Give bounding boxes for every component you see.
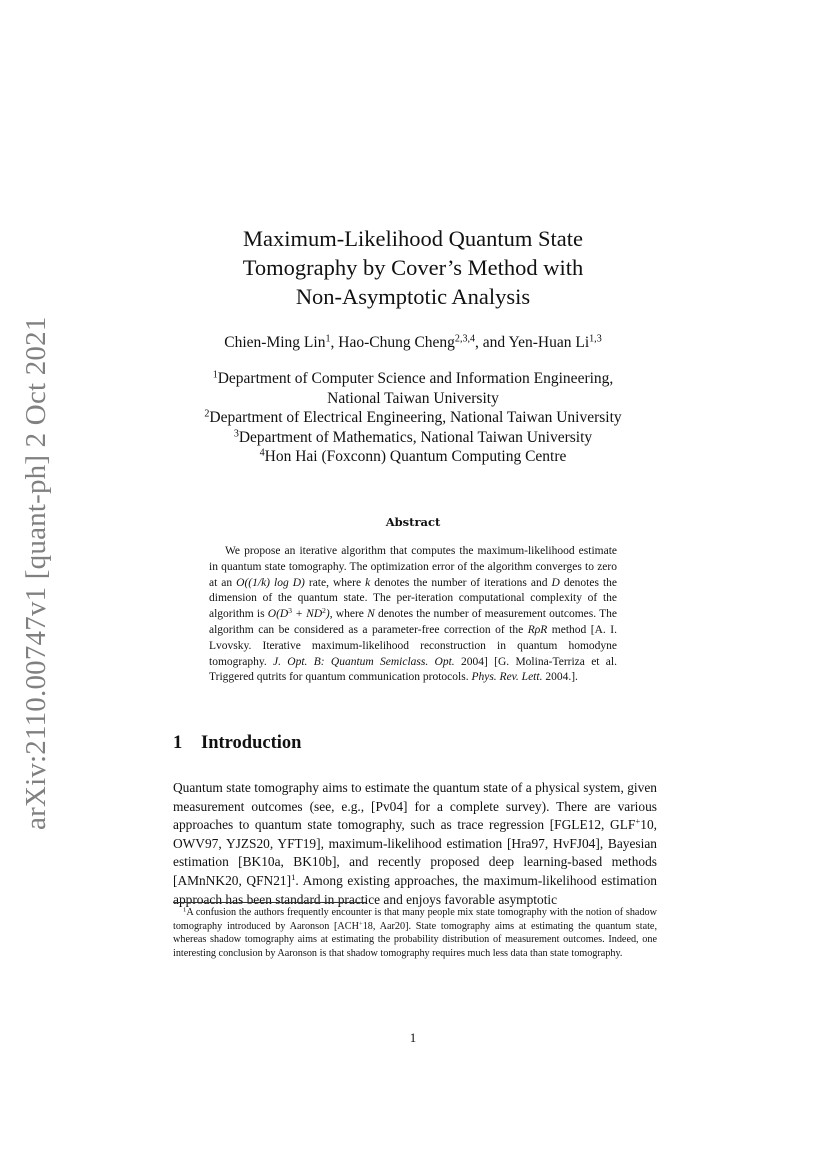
abstract-text: method [A. I. Lvovsky. Iterative maximum-likelihood reconstruction in quantum homodyne tomography. [209,623,617,668]
affiliation [0,447,826,467]
intro-paragraph [173,779,657,909]
math: RρR [527,623,548,636]
affiliation-text: Department of Computer Science and Information Engineering, [217,370,614,387]
abstract-text: 2004.]. [542,671,578,684]
abstract-text: denotes the dimension of the quantum state. The per-iteration computational complexity of the algorithm is [209,576,617,621]
body-text: . Among existing approaches, the maximum-likelihood estimation approach has been standard in practice and enjoys favorable asymptotic [173,872,657,907]
title-line: Non-Asymptotic Analysis [295,284,531,309]
math: O(D [267,608,289,621]
affiliation-text: National Taiwan University [327,389,499,407]
citation-superscript: + [358,919,363,927]
arxiv-identifier-stamp: arXiv:2110.00747v1 [quant-ph] 2 Oct 2021 [20,316,52,830]
footnote-rule [173,902,367,903]
affiliation-mark: 1 [212,369,218,381]
author-name: Hao-Chung Cheng [338,334,455,351]
title-line: Tomography by Cover’s Method with [242,255,584,280]
math: D [551,576,560,589]
section-number: 1 [173,733,183,753]
affiliation-text: Department of Electrical Engineering, National Taiwan University [209,409,622,426]
affiliation [0,408,826,428]
citation-superscript: + [635,816,641,827]
affiliation-text: Hon Hai (Foxconn) Quantum Computing Centre [264,448,567,465]
math-exponent: 2 [322,606,326,616]
abstract-body [209,544,617,686]
title-line: Maximum-Likelihood Quantum State [243,226,583,251]
journal-name: J. Opt. B: Quantum Semiclass. Opt. [273,655,455,668]
footnote-text: 18, Aar20]. State tomography aims at estimating the quantum state, whereas shadow tomography aims at estimating the probability distribution of measurement outcomes. Indeed, one interesting conclusion by Aaronson is that shadow tomography requires much less data than state tomography. [173,920,657,959]
math: O((1/k) log D) [236,576,305,589]
footnote-text: A confusion the authors frequently encounter is that many people mix state tomography with the notion of shadow tomography introduced by Aaronson [ACH [173,907,657,932]
footnote-marker: 1 [291,872,296,883]
author-affiliation-mark: 1 [325,333,331,345]
abstract-text: 2004] [G. Molina-Terriza et al. Triggered qutrits for quantum communication protocols. [209,655,617,684]
math: k [365,576,371,589]
affiliation-text: Department of Mathematics, National Taiwan University [238,428,593,446]
affiliation-mark: 2 [204,408,210,420]
affiliation-list [0,369,826,467]
author-affiliation-mark: 2,3,4 [454,333,476,345]
author-name: Chien-Ming Lin [224,334,326,351]
affiliation-mark: 4 [259,447,265,459]
abstract-text: , where [329,608,368,621]
section-title: Introduction [201,733,302,753]
page-number: 1 [409,1030,417,1045]
section-heading [173,733,301,754]
footnote-mark: 1 [183,906,187,914]
abstract-heading: Abstract [385,515,441,529]
math-exponent: 3 [288,606,292,616]
author-name: Yen-Huan Li [508,334,590,351]
paper-title [0,224,826,311]
author-list [0,334,826,352]
author-separator: , [330,334,339,351]
affiliation [0,369,826,389]
author-separator: , and [475,334,509,351]
footnote [173,906,657,960]
affiliation-mark: 3 [233,427,239,439]
math: + ND [291,608,323,621]
body-text: 10, OWV97, YJZS20, YFT19], maximum-likelihood estimation [Hra97, HvFJ04], Bayesian estimation [BK10a, BK10b], and recently proposed deep learning-based methods [AMnNK20, QFN21] [173,817,657,888]
body-text: Quantum state tomography aims to estimate the quantum state of a physical system, given measurement outcomes (see, e.g., [Pv04] for a complete survey). There are various approaches to quantum state tomography, such as trace regression [FGLE12, GLF [173,780,657,833]
math: N [367,608,375,621]
author-affiliation-mark: 1,3 [589,333,602,345]
abstract-text: denotes the number of iterations and [370,576,552,589]
math: ) [325,608,330,621]
journal-name: Phys. Rev. Lett. [471,671,543,684]
affiliation [0,428,826,448]
abstract-text: rate, where [304,576,366,589]
abstract-text: We propose an iterative algorithm that computes the maximum-likelihood estimate in quantum state tomography. The optimization error of the algorithm converges to zero at an [209,545,617,589]
abstract-text: denotes the number of measurement outcomes. The algorithm can be considered as a parameter-free correction of the [209,608,617,636]
affiliation [0,389,826,409]
